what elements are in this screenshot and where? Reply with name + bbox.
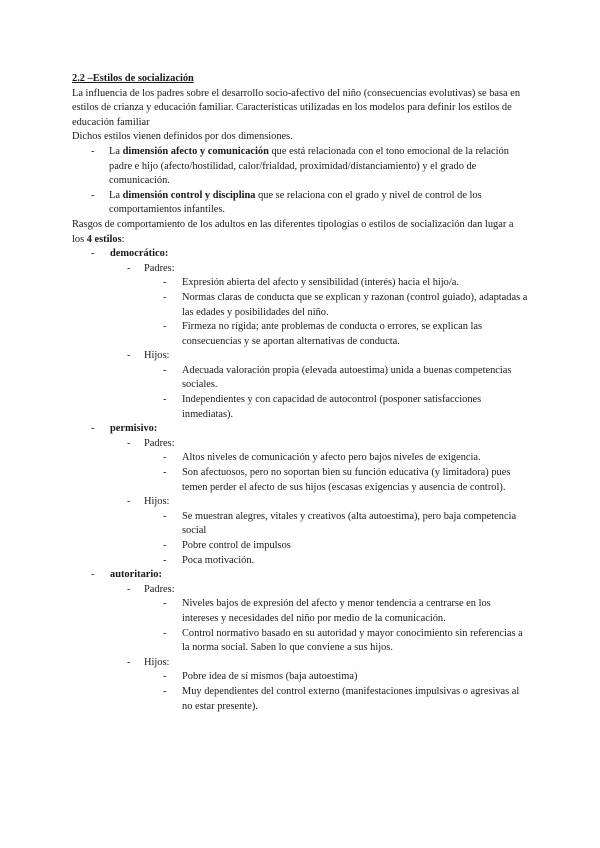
rasgos-paragraph: Rasgos de comportamiento de los adultos en las diferentes tipologías o estilos de socialización dan lugar a los 4 estilos: [72,218,514,245]
section-title: 2.2 –Estilos de socialización [72,73,194,84]
list-item: - Normas claras de conducta que se explican y razonan (control guiado), adaptadas a las edades y posibilidades del niño. [163,291,528,318]
dimension-item: - La dimensión afecto y comunicación que está relacionada con el tono emocional de la relación padre e hijo (afecto/hostilidad, calor/frialdad, proximidad/distanciamiento) y el grado de comunicación. [91,145,509,187]
style-heading: - permisivo: [91,423,158,435]
style-heading: - democrático: [91,248,169,260]
list-item: - Altos niveles de comunicación y afecto pero bajos niveles de exigencia. [163,452,481,464]
list-item: - Pobre control de impulsos [163,540,291,551]
document-page [72,72,528,714]
list-item: - Pobre idea de sí mismos (baja autoestima) [163,671,358,683]
list-item: - Se muestran alegres, vitales y creativos (alta autoestima), pero baja competencia social [163,510,517,537]
dimension-name: dimensión control y disciplina [122,189,256,201]
list-item: - Firmeza no rígida; ante problemas de conducta o errores, se explican las consecuencias y se aportan alternativas de conducta. [163,321,483,347]
list-item: - Control normativo basado en su autoridad y mayor conocimiento sin referencias a la norma social. Saben lo que conviene a sus hijos. [163,627,523,654]
group-label: - Padres: [127,583,175,595]
group-label: - Padres: [127,262,175,274]
group-label: - Hijos: [127,656,170,668]
list-item: - Expresión abierta del afecto y sensibilidad (interés) hacia el hijo/a. [163,277,459,289]
list-item: - Poca motivación. [163,554,255,566]
dimension-name: dimensión afecto y comunicación [122,145,269,157]
list-item: - Independientes y con capacidad de autocontrol (posponer satisfacciones inmediatas). [163,394,482,420]
style-heading: - autoritario: [91,569,162,581]
intro-dimensions: Dichos estilos vienen definidos por dos dimensiones. [72,131,293,143]
group-label: - Hijos: [127,350,170,362]
dimension-item: - La dimensión control y disciplina que se relaciona con el grado y nivel de control de los comportamientos infantiles. [91,189,482,216]
group-label: - Hijos: [127,496,170,508]
intro-paragraph: La influencia de los padres sobre el desarrollo socio-afectivo del niño (consecuencias evolutivas) se basa en estilos de crianza y educación familiar. Características utilizadas en los modelos para definir los estilos de educación familiar [72,87,521,128]
list-item: - Adecuada valoración propia (elevada autoestima) unida a buenas competencias sociales. [163,364,512,391]
list-item: - Son afectuosos, pero no soportan bien su función educativa (y limitadora) pues temen perder el afecto de sus hijos (escasas exigencias y ausencia de control). [163,467,511,493]
list-item: - Niveles bajos de expresión del afecto y menor tendencia a centrarse en los intereses y necesidades del niño por medio de la comunicación. [163,598,491,624]
list-item: - Muy dependientes del control externo (manifestaciones impulsivas o agresivas al no estar presente). [163,685,520,712]
group-label: - Padres: [127,437,175,449]
